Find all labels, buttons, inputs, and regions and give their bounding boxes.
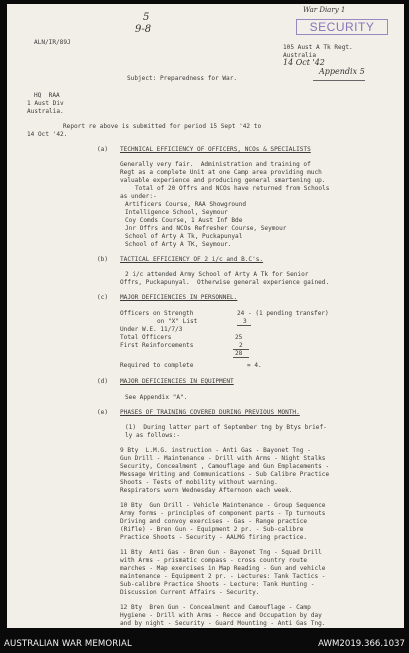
bty-paragraph-line: maintenance - Equipment 2 pr. - Lectures: Tank Tactics - bbox=[120, 573, 326, 580]
bty-paragraph-line: 12 Bty Bren Gun - Concealment and Camouflage - Camp bbox=[120, 604, 311, 611]
section-a-number: (a) bbox=[97, 146, 109, 153]
bty-paragraph-line: Army forms - principles of component parts - Tp turnouts bbox=[120, 510, 326, 517]
intro-line-1: Report re above is submitted for period 15 Sept '42 to bbox=[63, 123, 262, 130]
addressee-line-3: Australia. bbox=[27, 108, 64, 115]
section-e-title: PHASES OF TRAINING COVERED DURING PREVIOUS MONTH. bbox=[120, 409, 300, 416]
footer-credit: AUSTRALIAN WAR MEMORIAL bbox=[4, 639, 132, 649]
bty-paragraph-line: marches - Map exercises in Map Reading - Gun and vehicle bbox=[120, 565, 326, 572]
bty-paragraph-line: Security, Concealment , Camouflage and Gun Emplacements - bbox=[120, 463, 330, 470]
x-list-value: 3 bbox=[243, 318, 247, 325]
bty-paragraph-line: Gun Drill - Maintenance - Drill with Arms - Night Stalks bbox=[120, 455, 326, 462]
section-e-number: (e) bbox=[97, 409, 109, 416]
first-reinforcements-value: 2 bbox=[239, 342, 243, 349]
sum-value: 28 bbox=[235, 350, 243, 357]
handwritten-number: 5 bbox=[143, 12, 150, 23]
sum-rule bbox=[237, 325, 251, 326]
total-officers-label: Total Officers bbox=[120, 334, 172, 341]
section-b-title: TACTICAL EFFICIENCY OF 2 i/c and B.C's. bbox=[120, 256, 264, 263]
bty-paragraph-line: Discussion Current Affairs - Security. bbox=[120, 589, 260, 596]
appendix-note: Appendix 5 bbox=[319, 67, 365, 76]
officers-strength-label: Officers on Strength bbox=[120, 310, 194, 317]
sum-rule bbox=[233, 357, 249, 358]
required-value: = 4. bbox=[247, 362, 262, 369]
section-c-title: MAJOR DEFICIENCIES IN PERSONNEL. bbox=[120, 294, 238, 301]
section-c-number: (c) bbox=[97, 294, 109, 301]
section-b-line: Offrs, Puckapunyal. Otherwise general experience gained. bbox=[120, 279, 330, 286]
bty-paragraph-line: Sub-calibre Practice Shoots - Lecture: Tank Hunting - bbox=[120, 581, 315, 588]
section-b-number: (b) bbox=[97, 256, 109, 263]
school-item: Intelligence School, Seymour bbox=[125, 209, 228, 216]
bty-paragraph-line: 11 Bty Anti Gas - Bren Gun - Bayonet Tng - Squad Drill bbox=[120, 549, 322, 556]
addressee-line-2: 1 Aust Div bbox=[27, 100, 64, 107]
first-reinforcements-label: First Reinforcements bbox=[120, 342, 194, 349]
bty-paragraph-line: 10 Bty Gun Drill - Vehicle Maintenance - Group Sequence bbox=[120, 502, 326, 509]
officers-strength-value: 24 - (1 pending transfer) bbox=[237, 310, 329, 317]
we-label: Under W.E. 11/7/3 bbox=[120, 326, 183, 333]
section-e-intro: (1) During latter part of September tng by Btys brief- bbox=[125, 424, 327, 431]
security-stamp: SECURITY bbox=[296, 19, 388, 35]
school-item: School of Arty A Tk, Puckapunyal bbox=[125, 233, 243, 240]
reference-code: ALN/IR/89J bbox=[34, 39, 71, 46]
bty-paragraph-line: with Arms - prismatic compass - cross country route bbox=[120, 557, 308, 564]
section-d-text: See Appendix "A". bbox=[125, 394, 188, 401]
section-a-line: Total of 20 Offrs and NCOs have returned from Schools bbox=[135, 185, 330, 192]
appendix-underline bbox=[313, 80, 365, 81]
section-a-line: Generally very fair. Administration and training of bbox=[120, 161, 311, 168]
bty-paragraph-line: Driving and convoy exercises - Gas - Range practice bbox=[120, 518, 308, 525]
section-d-number: (d) bbox=[97, 378, 109, 385]
handwritten-reference: 9-8 bbox=[135, 24, 152, 35]
bty-paragraph-line: 9 Bty L.M.G. instruction - Anti Gas - Bayonet Tng - bbox=[120, 447, 311, 454]
bty-paragraph-line: Respirators worn Wednesday Afternoon each week. bbox=[120, 487, 293, 494]
required-label: Required to complete bbox=[120, 362, 194, 369]
school-item: Artificers Course, RAA Showground bbox=[125, 201, 247, 208]
bty-paragraph-line: and by night - Security - Guard Mounting - Anti Gas Tng. bbox=[120, 620, 326, 627]
bty-paragraph-line: Hygiene - Drill with Arms - Recce and Occupation by day bbox=[120, 612, 322, 619]
section-a-line: valuable experience and producing general smartening up. bbox=[120, 177, 326, 184]
section-a-title: TECHNICAL EFFICIENCY OF OFFICERS, NCOs & SPECIALISTS bbox=[120, 146, 311, 153]
school-item: Coy Comds Course, 1 Aust Inf Bde bbox=[125, 217, 243, 224]
document-date: 14 Oct '42 bbox=[283, 58, 325, 67]
footer-accession-number: AWM2019.366.1037 bbox=[318, 639, 405, 649]
section-a-line: as under:- bbox=[120, 193, 157, 200]
bty-paragraph-line: Message Writing and Communications - Sub Calibre Practice bbox=[120, 471, 330, 478]
section-d-title: MAJOR DEFICIENCIES IN EQUIPMENT bbox=[120, 378, 234, 385]
section-b-line: 2 i/c attended Army School of Arty A Tk for Senior bbox=[125, 271, 309, 278]
school-item: Jnr Offrs and NCOs Refresher Course, Seymour bbox=[125, 225, 287, 232]
document-page bbox=[7, 4, 404, 628]
x-list-label: on "X" List bbox=[157, 318, 198, 325]
unit-name: 105 Aust A Tk Regt. bbox=[283, 44, 353, 51]
handwritten-war-diary: War Diary 1 bbox=[303, 6, 346, 14]
bty-paragraph-line: (Rifle) - Bren Gun - Equipment 2 pr. - Sub-calibre bbox=[120, 526, 304, 533]
section-e-intro: ly as follows:- bbox=[125, 432, 181, 439]
unit-location: Australia bbox=[283, 52, 317, 59]
bty-paragraph-line: Practice Shoots - Security - AALMG firing practice. bbox=[120, 534, 308, 541]
total-officers-value: 25 bbox=[235, 334, 243, 341]
intro-line-2: 14 Oct '42. bbox=[27, 131, 68, 138]
footer-bar bbox=[0, 636, 409, 653]
addressee-line-1: HQ RAA bbox=[34, 92, 60, 99]
subject-line: Subject: Preparedness for War. bbox=[127, 75, 238, 82]
school-item: School of Arty A TK, Seymour. bbox=[125, 241, 232, 248]
section-a-line: Regt as a complete Unit at one Camp area providing much bbox=[120, 169, 322, 176]
bty-paragraph-line: Shoots - Tests of mobility without warning. bbox=[120, 479, 278, 486]
